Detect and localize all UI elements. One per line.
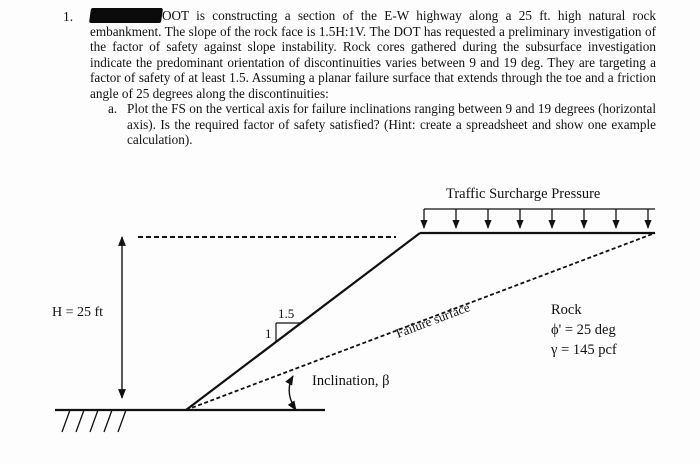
ground-hatching	[62, 410, 126, 432]
rock-title: Rock	[551, 302, 582, 318]
inclination-label: Inclination, β	[312, 373, 390, 389]
rock-friction-angle: ϕ' = 25 deg	[551, 322, 616, 338]
part-a-label: a.	[108, 101, 118, 116]
rock-unit-weight: γ = 145 pcf	[551, 342, 617, 358]
question-body: OOT is constructing a section of the E-W highway along a 25 ft. high natural rock embankment. The slope of the rock face is 1.5H:1V. The DOT has requested a preliminary investigation of the factor of safety against slope instability. Rock cores gathered during the subsurface investigation indicate the predominant orientation of discontinuities varies between 9 and 19 deg. They are targeting a factor of safety of at least 1.5. Assuming a planar failure surface that extends through the toe and a friction angle of 25 degrees along the discontinuities:	[90, 8, 656, 101]
question-number: 1.	[63, 9, 74, 24]
surcharge-label: Traffic Surcharge Pressure	[446, 186, 601, 202]
failure-surface-label: Failure surface	[393, 299, 472, 341]
inclination-arc	[289, 376, 296, 410]
slope-horizontal-label: 1.5	[278, 306, 295, 321]
surcharge-arrows	[424, 209, 655, 228]
height-label: H = 25 ft	[52, 305, 104, 320]
part-a-text: Plot the FS on the vertical axis for failure inclinations ranging between 9 and 19 degrees (horizontal axis). Is the required factor of safety satisfied? (Hint: create a spreadsheet and show one example calculation).	[127, 101, 656, 148]
slope-vertical-label: 1	[265, 326, 272, 341]
